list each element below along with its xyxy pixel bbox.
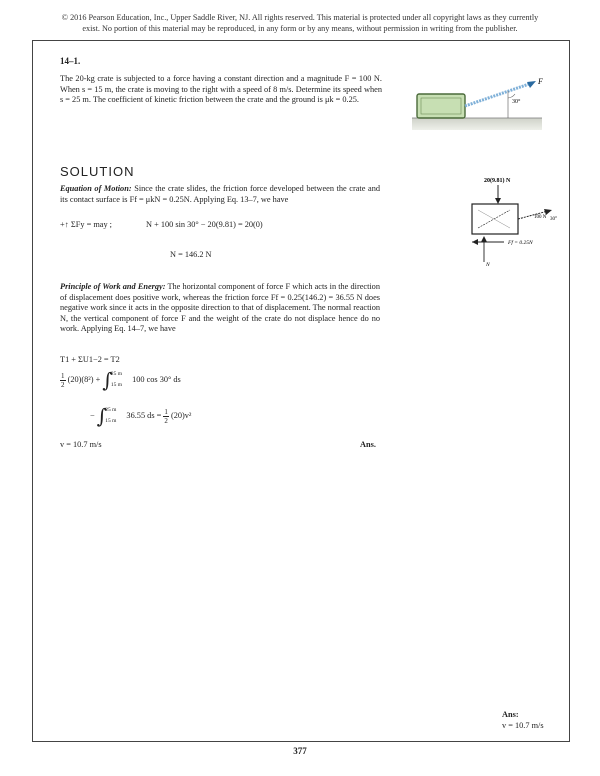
kinetic-energy-initial: (20)(8²) + xyxy=(67,374,101,384)
angle-label: 30° xyxy=(512,99,521,105)
ground xyxy=(412,118,542,130)
free-body-diagram xyxy=(460,172,564,268)
equation-of-motion-paragraph xyxy=(60,184,380,205)
copyright-notice xyxy=(40,12,560,34)
problem-statement: The 20-kg crate is subjected to a force having a constant direction and a magnitude F = 100 N. When s = 15 m, the crate is moving to the right with a speed of 8 m/s. Determine its speed when s = 25 m. The coefficient of kinetic friction between the crate and the ground is μk = 0.25. xyxy=(60,74,382,105)
integral-sign: ∫ xyxy=(102,368,113,392)
problem-number: 14–1. xyxy=(60,56,81,66)
force-arrow xyxy=(465,83,532,106)
force-integrand: 100 cos 30° ds xyxy=(132,374,181,384)
fbd-friction-label: Ff = 0.25N xyxy=(508,240,533,246)
eom-text: Since the crate slides, the friction force developed between the crate and its contact surface is Ff = μkN = 0.25N. Applying Eq. 13–7, we have xyxy=(60,184,380,204)
friction-integrand: 36.55 ds = xyxy=(126,410,162,420)
fbd-angle-label: 30° xyxy=(550,217,557,222)
copyright-line-1: © 2016 Pearson Education, Inc., Upper Saddle River, NJ. All rights reserved. This material is protected under all copyright laws as they currently xyxy=(61,13,539,22)
fbd-normal-label: N xyxy=(486,262,490,268)
sum-forces-label: +↑ ΣFy = may ; xyxy=(60,220,112,229)
normal-force-result: N = 146.2 N xyxy=(170,250,212,259)
crate xyxy=(417,94,465,118)
ans-marker: Ans. xyxy=(360,440,376,449)
copyright-line-2: exist. No portion of this material may be reproduced, in any form or by any means, without permission in writing from the publisher. xyxy=(82,24,518,33)
page-number: 377 xyxy=(293,746,307,756)
force-label: F xyxy=(538,77,543,86)
work-energy-expansion xyxy=(60,368,181,392)
final-speed: v = 10.7 m/s xyxy=(60,440,102,449)
kinetic-energy-final: (20)v² xyxy=(170,410,192,420)
work-energy-equation: T1 + ΣU1−2 = T2 xyxy=(60,355,120,364)
work-heading: Principle of Work and Energy: xyxy=(60,282,166,291)
fraction-half-2: $\frac{1}{2}$ xyxy=(164,407,168,425)
answer-box-label: Ans: xyxy=(502,710,519,719)
integral-limits-2: 25 m 15 m xyxy=(105,406,117,424)
fbd-weight-label: 20(9.81) N xyxy=(484,178,511,184)
answer-box-value: v = 10.7 m/s xyxy=(502,721,544,730)
friction-work-expansion: − ∫25 m 15 m 36.55 ds = $\frac{1}{2} (20)v^2$ xyxy=(90,404,192,428)
work-text: The horizontal component of force F which acts in the direction of displacement does positive work, whereas the friction force Ff = 0.25(146.2) = 36.55 N does negative work since it acts in the opposite direction to that of displacement. The normal reaction N, the vertical component of force F and the weight of the crate do not displace hence do no work. Applying Eq. 14–7, we have xyxy=(60,282,380,334)
fbd-force-label: 100 N xyxy=(534,215,547,220)
integral-limits: 25 m 15 m xyxy=(110,370,122,388)
fbd-crate xyxy=(472,204,518,234)
eom-heading: Equation of Motion: xyxy=(60,184,132,193)
sum-forces-equation: N + 100 sin 30° − 20(9.81) = 20(0) xyxy=(146,220,263,229)
integral-sign-2: ∫ xyxy=(96,404,108,428)
crate-figure xyxy=(412,72,568,134)
fraction-half: $\frac{1}{2}$ xyxy=(61,371,65,389)
solution-title: SOLUTION xyxy=(60,164,135,179)
work-energy-paragraph xyxy=(60,282,380,335)
